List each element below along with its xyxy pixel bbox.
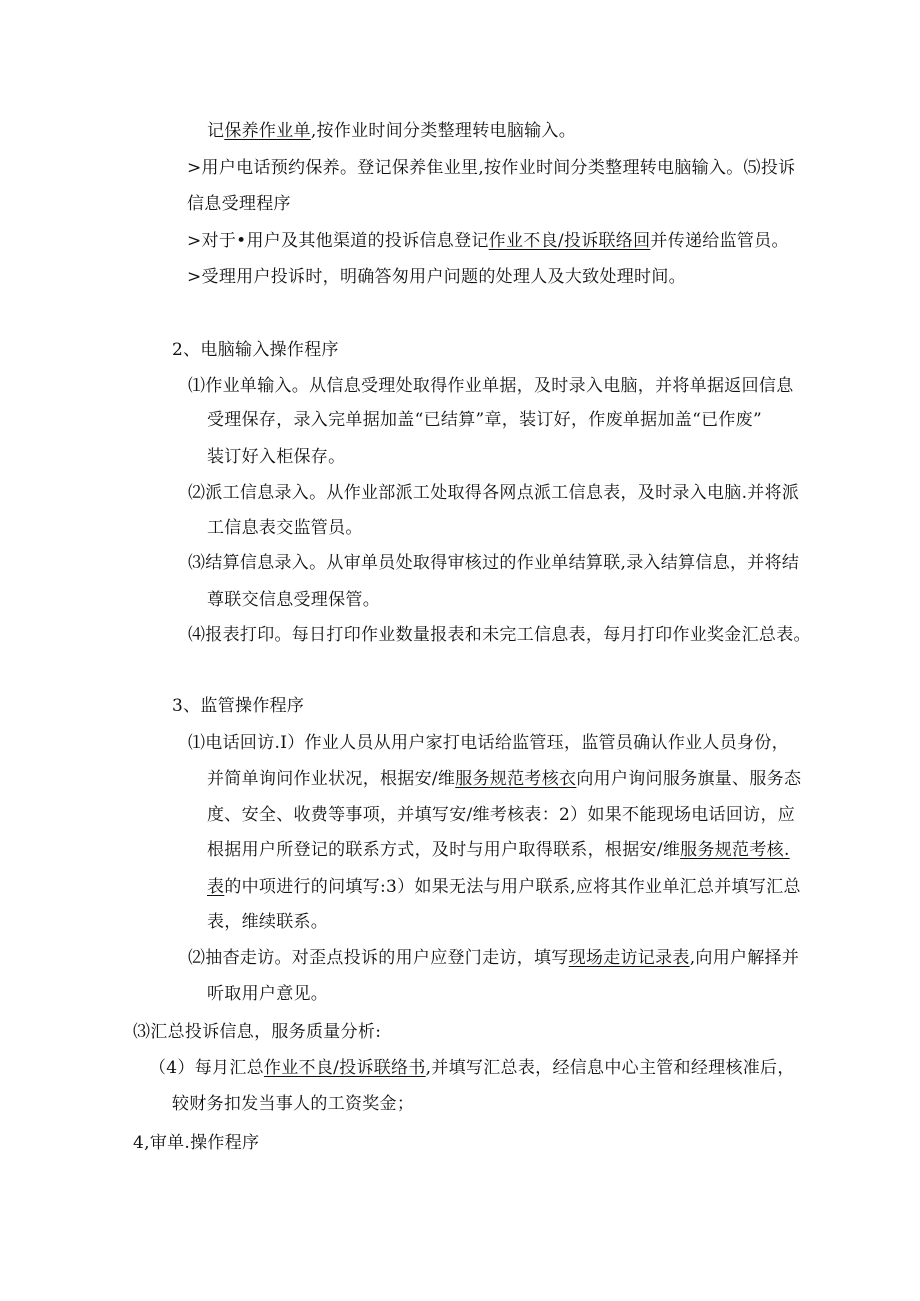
form-name-link: 保养作业单 bbox=[224, 121, 311, 141]
form-name-link: 作业不良/投诉联络回 bbox=[488, 231, 651, 251]
text-line: 听取用户意见。 bbox=[207, 984, 329, 1004]
text-line: 较财务扣发当事人的工资奖金； bbox=[172, 1094, 415, 1114]
text-line: ⑷报表打印。每日打印作业数量报表和未完工信息表，每月打印作业奖金汇总表。 bbox=[188, 625, 811, 645]
text-line: ⑶结算信息录入。从审单员处取得审核过的作业单结算联,录入结算信息，并将结 bbox=[188, 553, 800, 573]
text-line: 表，维续联系。 bbox=[207, 912, 329, 932]
section-heading: 4,审单.操作程序 bbox=[133, 1133, 260, 1153]
text-line: 装订好入柜保存。 bbox=[207, 447, 346, 467]
form-name-link: 服务规范考核. bbox=[680, 840, 790, 860]
text-line: ⑵派工信息录入。从作业部派工处取得各网点派工信息表，及时录入电脑.并将派 bbox=[188, 483, 800, 503]
section-heading: 3、监管操作程序 bbox=[172, 696, 305, 716]
text-line: 并简单询问作业状况，根据安/维服务规范考核衣向用户询问服务旗量、服务态 bbox=[207, 769, 802, 789]
text-line: 表的中项进行的问填写:3）如果无法与用户联系,应将其作业单汇总并填写汇总 bbox=[207, 877, 801, 897]
text-line: （4）每月汇总作业不良/投诉联络书,并填写汇总表，经信息中心主管和经理核准后， bbox=[149, 1058, 795, 1078]
text-line: >受理用户投诉时，明确答匆用户问题的处理人及大致处理时间。 bbox=[187, 267, 686, 287]
text-line: >对于•用户及其他渠道的投诉信息登记作业不良/投诉联络回并传递给监管员。 bbox=[187, 231, 789, 251]
text-line: 根据用户所登记的联系方式，及时与用户取得联系，根据安/维服务规范考核. bbox=[207, 840, 790, 860]
form-name-link: 服务规范考核衣 bbox=[455, 769, 577, 789]
section-heading: 2、电脑输入操作程序 bbox=[172, 340, 339, 360]
form-name-link: 现场走访记录表 bbox=[568, 948, 690, 968]
text-line: 受理保存，录入完单据加盖“已结算”章，装订好，作废单据加盖“已作废” bbox=[207, 410, 762, 430]
text-line: ⑴电话回访.I）作业人员从用户家打电话给监管珏，监管员确认作业人员身份， bbox=[188, 733, 789, 753]
text-line: ⑶汇总投诉信息，服务质量分析: bbox=[133, 1022, 382, 1042]
text-line: 记保养作业单,按作业时间分类整理转电脑输入。 bbox=[207, 121, 577, 141]
text-line: 度、安全、收费等事项，并填写安/维考核表：2）如果不能现场电话回访，应 bbox=[207, 805, 796, 825]
form-name-link: 表 bbox=[207, 877, 225, 897]
text-line: 信息受理程序 bbox=[187, 194, 291, 214]
text-line: >用户电话预约保养。登记保养隹业里,按作业时间分类整理转电脑输入。⑸投诉 bbox=[187, 158, 796, 178]
text-line: 尊联交信息受理保管。 bbox=[207, 590, 380, 610]
text-line: 工信息表交监管员。 bbox=[207, 518, 363, 538]
text-line: ⑵抽杳走访。对歪点投诉的用户应登门走访，填写现场走访记录表,向用户解择并 bbox=[188, 948, 800, 968]
form-name-link: 作业不良/投诉联络书 bbox=[263, 1058, 426, 1078]
text-line: ⑴作业单输入。从信息受理处取得作业单据，及时录入电脑，并将单据返回信息 bbox=[188, 376, 794, 396]
